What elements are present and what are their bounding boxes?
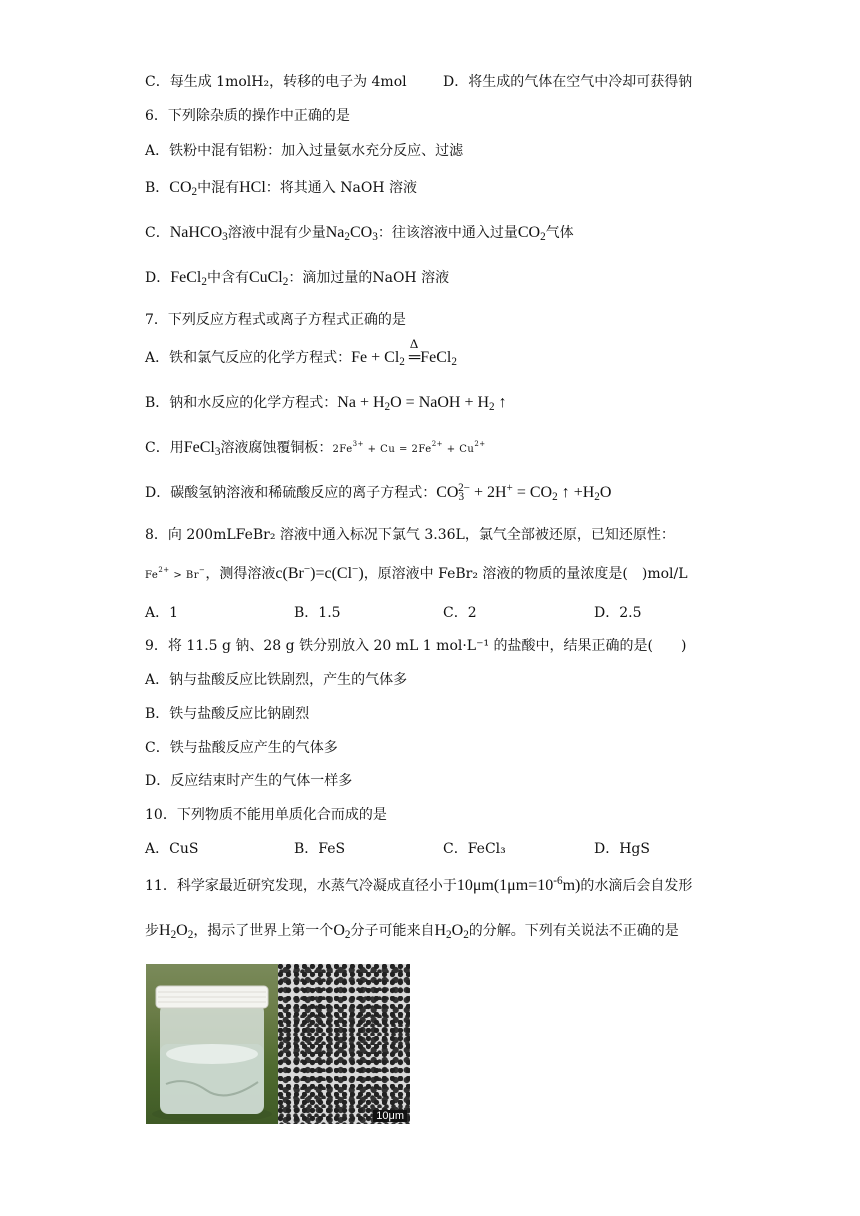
q9-option-c: C．铁与盐酸反应产生的气体多 bbox=[145, 740, 338, 756]
q10-option-a: A．CuS bbox=[145, 841, 199, 857]
q10-option-b: B．FeS bbox=[294, 841, 346, 857]
equation-fe-cl2: $Fe + Cl_2$ Δ ═FeCl$_2$ bbox=[351, 336, 457, 368]
q5-option-d: D．将生成的气体在空气中冷却可获得钠 bbox=[443, 74, 693, 90]
q11-figure bbox=[146, 964, 410, 1124]
q10-stem: 10．下列物质不能用单质化合而成的是 bbox=[145, 807, 387, 823]
formula-h2o2: $H_2O_2$ bbox=[159, 922, 194, 941]
formula-hcl: HCl bbox=[239, 179, 266, 196]
q11-stem-line1: 11．科学家最近研究发现，水蒸气冷凝成直径小于$10\mu m(1\mu m=10^{-6}m)$的水滴后会自发形 bbox=[145, 875, 693, 894]
equation-co3-h: $CO_3^{2-} + 2H^+ = CO_2$ ↑ $+H_2O$ bbox=[436, 482, 612, 503]
q8-stem-line1: 8．向 200mLFeBr₂ 溶液中通入标况下氯气 3.36L，氯气全部被还原，已知还原性： bbox=[145, 527, 675, 543]
q8-option-c: C．2 bbox=[443, 605, 477, 621]
formula-co2: $CO_2$ bbox=[517, 224, 546, 243]
formula-c-br-c-cl: c(Br−)=c(Cl−) bbox=[275, 563, 364, 582]
q9-option-b: B．铁与盐酸反应比钠剧烈 bbox=[145, 706, 310, 722]
formula-nahco3: NaHCO$_3$ bbox=[169, 224, 228, 243]
scale-bar-label: 10μm bbox=[373, 1110, 407, 1122]
q11-stem-line2: 步$H_2O_2$，揭示了世界上第一个$O_2$分子可能来自$H_2O_2$的分解。下列有关说法不正确的是 bbox=[145, 922, 679, 941]
q10-option-c: C．FeCl₃ bbox=[443, 841, 506, 857]
formula-fecl2: FeCl$_2$ bbox=[170, 269, 207, 288]
jar-photo bbox=[146, 964, 278, 1124]
q8-option-d: D．2.5 bbox=[594, 605, 642, 621]
formula-fecl3: FeCl$_3$ bbox=[183, 439, 221, 458]
q9-option-a: A．钠与盐酸反应比铁剧烈，产生的气体多 bbox=[145, 672, 408, 688]
formula-size: $10\mu m(1\mu m=10^{-6}m)$ bbox=[456, 875, 581, 894]
q8-stem-line2: $Fe^{2+} > Br^-$，测得溶液c(Br−)=c(Cl−)，原溶液中 FeBr₂ 溶液的物质的量浓度是( )mol/L bbox=[145, 563, 688, 582]
equation-na-h2o: $Na + H_2O$ = NaOH + $H_2$ ↑ bbox=[337, 394, 507, 413]
q7-option-b: B．钠和水反应的化学方程式：$Na + H_2O$ = NaOH + $H_2$ ↑ bbox=[145, 394, 507, 413]
q10-option-d: D．HgS bbox=[594, 841, 650, 857]
q7-stem: 7．下列反应方程式或离子方程式正确的是 bbox=[145, 312, 406, 328]
q6-option-c: C．NaHCO$_3$溶液中混有少量$Na_2CO_3$：往该溶液中通入过量$CO_2$气体 bbox=[145, 224, 574, 243]
q5-option-c: C．每生成 1molH₂，转移的电子为 4mol bbox=[145, 74, 407, 90]
q6-stem: 6．下列除杂质的操作中正确的是 bbox=[145, 108, 350, 124]
q8-option-a: A．1 bbox=[145, 605, 179, 621]
q9-option-d: D．反应结束时产生的气体一样多 bbox=[145, 773, 353, 789]
formula-na2co3: $Na_2CO_3$ bbox=[325, 224, 378, 243]
formula-o2: $O_2$ bbox=[333, 922, 351, 941]
droplet-micrograph bbox=[278, 964, 410, 1124]
equation-fe-cu: $2Fe^{3+} + Cu = 2Fe^{2+} + Cu^{2+}$ bbox=[332, 440, 486, 455]
q7-option-a: A．铁和氯气反应的化学方程式：$Fe + Cl_2$ Δ ═FeCl$_2$ bbox=[145, 336, 457, 368]
formula-h2o2: $H_2O_2$ bbox=[434, 922, 469, 941]
formula-reducibility: $Fe^{2+} > Br^-$ bbox=[145, 566, 206, 581]
jar-illustration bbox=[146, 964, 278, 1124]
q6-option-d: D．FeCl$_2$中含有CuCl$_2$：滴加过量的NaOH 溶液 bbox=[145, 269, 450, 288]
q9-stem: 9．将 11.5 g 钠、28 g 铁分别放入 20 mL 1 mol·L⁻¹ 的盐酸中，结果正确的是( ) bbox=[145, 638, 687, 654]
formula-co2: $CO_2$ bbox=[169, 179, 198, 198]
q7-option-c: C．用FeCl$_3$溶液腐蚀覆铜板：$2Fe^{3+} + Cu = 2Fe^{2+} + Cu^{2+}$ bbox=[145, 439, 486, 458]
formula-cucl2: CuCl$_2$ bbox=[248, 269, 289, 288]
q6-option-a: A．铁粉中混有铝粉：加入过量氨水充分反应、过滤 bbox=[145, 143, 464, 159]
q7-option-d: D．碳酸氢钠溶液和稀硫酸反应的离子方程式：$CO_3^{2-} + 2H^+ = CO_2$ ↑ $+H_2O$ bbox=[145, 482, 612, 503]
q6-option-b: B．$CO_2$中混有HCl：将其通入 NaOH 溶液 bbox=[145, 179, 417, 198]
q8-option-b: B．1.5 bbox=[294, 605, 341, 621]
